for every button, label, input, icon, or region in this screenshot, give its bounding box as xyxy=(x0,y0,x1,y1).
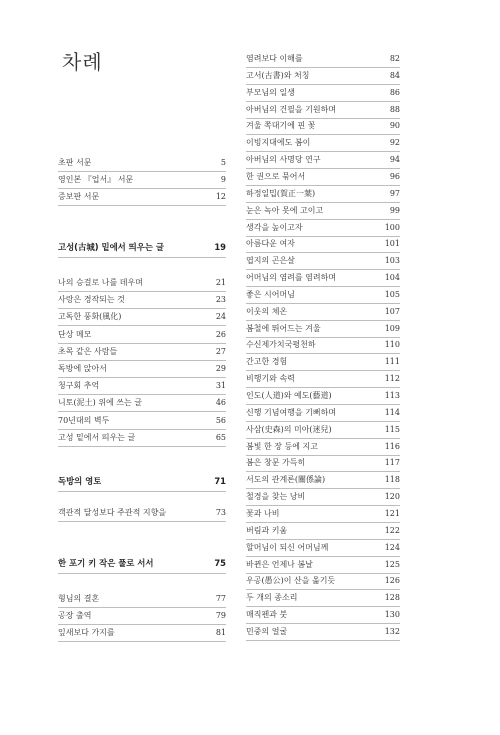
page-number: 26 xyxy=(215,329,226,339)
section-divider xyxy=(58,325,226,326)
entry-title: 단상 메모 xyxy=(58,329,92,339)
entry-title: 나의 승걸로 나를 데우며 xyxy=(58,278,143,287)
page-number: 132 xyxy=(384,626,400,636)
section-divider xyxy=(246,353,400,354)
toc-entry xyxy=(58,156,226,170)
toc-entry xyxy=(246,338,400,352)
toc-entry xyxy=(246,558,400,572)
page-number: 115 xyxy=(384,424,400,434)
page-number: 99 xyxy=(389,205,400,215)
section-divider xyxy=(58,411,226,412)
entry-title: 70년대의 벽두 xyxy=(58,415,110,425)
page-number: 121 xyxy=(384,508,400,518)
entry-title: 눈은 녹아 못에 고이고 xyxy=(246,205,324,215)
page-number: 111 xyxy=(384,357,400,367)
section-divider xyxy=(246,471,400,472)
section-divider xyxy=(58,205,226,206)
entry-title: 생각을 높이고자 xyxy=(246,222,303,232)
section-divider xyxy=(246,387,400,388)
entry-title: 바뀐은 언제나 봄날 xyxy=(246,559,313,569)
entry-title: 비행기와 속력 xyxy=(246,374,295,384)
page-number: 100 xyxy=(384,222,400,232)
section-divider xyxy=(58,573,226,574)
toc-entry xyxy=(246,406,400,420)
page-number: 79 xyxy=(215,611,226,621)
page-number: 114 xyxy=(384,407,400,417)
entry-title: 사랑은 경작되는 것 xyxy=(58,295,125,305)
section-divider xyxy=(246,236,400,237)
entry-title: 어머님의 염려를 염려하며 xyxy=(246,273,337,283)
section-divider xyxy=(246,404,400,405)
toc-entry xyxy=(58,276,226,290)
toc-entry xyxy=(246,490,400,504)
page-number: 116 xyxy=(384,441,400,451)
section-divider xyxy=(246,134,400,135)
entry-title: 두 개의 종소리 xyxy=(246,593,298,603)
entry-title: 고독한 풍화(風化) xyxy=(58,312,122,322)
toc-entry xyxy=(246,170,400,184)
section-divider xyxy=(58,446,226,447)
page-number: 126 xyxy=(384,576,400,586)
section-divider xyxy=(58,308,226,309)
page-number: 97 xyxy=(389,188,400,198)
entry-title: 버림과 키움 xyxy=(246,525,288,535)
toc-entry xyxy=(246,221,400,235)
entry-title: 봄은 창문 가득히 xyxy=(246,458,306,468)
entry-title: 청구회 추억 xyxy=(58,381,100,391)
entry-title: 형님의 결혼 xyxy=(58,594,100,603)
section-divider xyxy=(58,394,226,395)
page-number: 12 xyxy=(215,192,226,202)
page-number: 86 xyxy=(389,87,400,97)
section-divider xyxy=(246,370,400,371)
section-title: 독방의 영토 xyxy=(58,476,102,486)
toc-section-heading xyxy=(58,474,226,488)
toc-entry xyxy=(246,591,400,605)
entry-title: 할머님이 되신 어머님께 xyxy=(246,542,329,552)
entry-title: 한 권으로 묶어서 xyxy=(246,171,306,181)
toc-entry xyxy=(246,136,400,150)
section-divider xyxy=(58,360,226,361)
page-number: 81 xyxy=(215,628,226,638)
section-divider xyxy=(246,151,400,152)
section-divider xyxy=(246,539,400,540)
entry-title: 염려보다 이해를 xyxy=(246,54,303,63)
section-divider xyxy=(246,438,400,439)
toc-entry xyxy=(246,456,400,470)
toc-entry xyxy=(246,187,400,201)
entry-title: 아버님의 사명당 연구 xyxy=(246,155,321,165)
entry-title: 신행 기념여행을 기뻐하며 xyxy=(246,407,337,417)
toc-entry xyxy=(58,310,226,324)
page-number: 5 xyxy=(220,158,226,167)
section-divider xyxy=(58,641,226,642)
entry-title: 봄빛 한 장 등에 지고 xyxy=(246,441,318,451)
section-divider xyxy=(246,320,400,321)
entry-title: 우공(愚公)이 산을 옮기듯 xyxy=(246,576,336,586)
page-number: 82 xyxy=(389,54,400,63)
section-divider xyxy=(246,269,400,270)
section-divider xyxy=(246,303,400,304)
section-divider xyxy=(246,118,400,119)
page-number: 77 xyxy=(215,594,226,603)
entry-title: 좋은 시어머님 xyxy=(246,289,295,299)
section-divider xyxy=(246,556,400,557)
page-number: 27 xyxy=(215,346,226,356)
entry-title: 독방에 앉아서 xyxy=(58,364,107,373)
section-divider xyxy=(246,202,400,203)
entry-title: 간고한 경험 xyxy=(246,357,288,367)
section-divider xyxy=(58,188,226,189)
section-divider xyxy=(58,607,226,608)
section-divider xyxy=(246,606,400,607)
page-number: 23 xyxy=(215,295,226,305)
entry-title: 철경을 찾는 낭비 xyxy=(246,492,306,502)
entry-title: 초목 같은 사람들 xyxy=(58,346,118,356)
toc-entry xyxy=(246,288,400,302)
section-divider xyxy=(58,171,226,172)
page-number: 9 xyxy=(220,175,226,185)
entry-title: 잎새보다 가지를 xyxy=(58,628,115,638)
page-number: 120 xyxy=(384,492,400,502)
page-number: 104 xyxy=(384,273,400,283)
section-divider xyxy=(58,429,226,430)
toc-entry xyxy=(246,355,400,369)
section-divider xyxy=(246,101,400,102)
section-divider xyxy=(246,522,400,523)
toc-entry xyxy=(58,362,226,376)
toc-entry xyxy=(246,625,400,639)
toc-entry xyxy=(58,379,226,393)
toc-entry xyxy=(246,541,400,555)
entry-title: 영인본 『업서』 서문 xyxy=(58,175,134,185)
page-number: 24 xyxy=(215,312,226,322)
entry-title: 객관적 달성보다 주관적 지향을 xyxy=(58,508,167,517)
toc-entry xyxy=(246,423,400,437)
page-number: 107 xyxy=(384,306,400,316)
page-number: 109 xyxy=(384,323,400,333)
section-divider xyxy=(246,286,400,287)
section-divider xyxy=(246,623,400,624)
section-divider xyxy=(246,421,400,422)
toc-entry xyxy=(246,524,400,538)
page-number: 103 xyxy=(384,256,400,266)
section-divider xyxy=(58,521,226,522)
section-divider xyxy=(246,252,400,253)
toc-entry xyxy=(58,592,226,606)
toc-entry xyxy=(246,86,400,100)
page-number: 101 xyxy=(384,239,400,249)
page-number: 112 xyxy=(384,374,400,384)
entry-title: 부모님의 일생 xyxy=(246,87,295,97)
page-title: 차례 xyxy=(62,50,103,74)
page-number: 128 xyxy=(384,593,400,603)
toc-entry xyxy=(246,372,400,386)
toc-entry xyxy=(58,173,226,187)
section-title: 고성(古城) 밑에서 띄우는 글 xyxy=(58,242,164,252)
page-number: 31 xyxy=(215,381,226,391)
toc-entry xyxy=(58,414,226,428)
page-number: 113 xyxy=(384,391,400,400)
section-divider xyxy=(58,257,226,258)
page-number: 124 xyxy=(384,542,400,552)
toc-entry xyxy=(246,440,400,454)
section-divider xyxy=(246,573,400,574)
section-divider xyxy=(246,84,400,85)
page-number: 75 xyxy=(214,558,226,568)
page-number: 110 xyxy=(384,340,400,350)
toc-entry xyxy=(246,119,400,133)
toc-entry xyxy=(246,473,400,487)
toc-entry xyxy=(246,574,400,588)
entry-title: 민중의 얼굴 xyxy=(246,626,288,636)
toc-entry xyxy=(246,271,400,285)
section-divider xyxy=(58,291,226,292)
toc-entry xyxy=(246,69,400,83)
toc-entry xyxy=(246,507,400,521)
page-number: 56 xyxy=(215,415,226,425)
page-number: 94 xyxy=(389,155,400,165)
section-divider xyxy=(246,589,400,590)
toc-entry xyxy=(58,328,226,342)
toc-section-heading xyxy=(58,556,226,570)
section-divider xyxy=(246,67,400,68)
toc-entry xyxy=(246,237,400,251)
toc-entry xyxy=(58,506,226,520)
page-number: 19 xyxy=(214,242,226,252)
toc-entry xyxy=(58,345,226,359)
page-number: 105 xyxy=(384,289,400,299)
page-number: 118 xyxy=(384,475,400,485)
page-number: 130 xyxy=(384,610,400,620)
entry-title: 이빙지대에도 봄이 xyxy=(246,138,311,148)
toc-entry xyxy=(58,190,226,204)
page-number: 84 xyxy=(389,70,400,80)
toc-entry xyxy=(246,52,400,66)
toc-entry xyxy=(246,153,400,167)
toc-entry xyxy=(58,293,226,307)
entry-title: 니토(泥土) 위에 쓰는 글 xyxy=(58,398,142,408)
page-number: 117 xyxy=(384,458,400,468)
page-number: 125 xyxy=(384,559,400,569)
page-number: 46 xyxy=(215,398,226,408)
page-number: 21 xyxy=(215,278,226,287)
toc-entry xyxy=(58,609,226,623)
section-divider xyxy=(58,624,226,625)
entry-title: 공장 출역 xyxy=(58,611,92,621)
section-divider xyxy=(246,219,400,220)
entry-title: 인도(人道)와 예도(藝道) xyxy=(246,391,332,400)
toc-entry xyxy=(58,396,226,410)
toc-entry xyxy=(246,103,400,117)
entry-title: 서도의 관계론(關係論) xyxy=(246,475,326,485)
entry-title: 사삼(史森)의 미아(迷兒) xyxy=(246,424,332,434)
page-number: 122 xyxy=(384,525,400,535)
section-divider xyxy=(246,505,400,506)
section-divider xyxy=(246,185,400,186)
toc-section-heading xyxy=(58,240,226,254)
entry-title: 하정일밉(賀正一葉) xyxy=(246,188,316,198)
page-number: 29 xyxy=(215,364,226,373)
entry-title: 겨울 쪽대기에 핀 꽃 xyxy=(246,121,316,131)
section-divider xyxy=(246,640,400,641)
section-divider xyxy=(246,337,400,338)
entry-title: 이웃의 체온 xyxy=(246,306,288,316)
toc-entry xyxy=(246,305,400,319)
page-number: 92 xyxy=(389,138,400,148)
toc-entry xyxy=(246,608,400,622)
page-number: 73 xyxy=(215,508,226,517)
page-number: 65 xyxy=(215,432,226,442)
entry-title: 봄철에 뛰어드는 겨울 xyxy=(246,323,321,333)
section-divider xyxy=(58,377,226,378)
page-number: 71 xyxy=(214,476,226,486)
entry-title: 초판 서문 xyxy=(58,158,92,167)
toc-entry xyxy=(58,431,226,445)
entry-title: 고서(古書)와 처칭 xyxy=(246,70,310,80)
entry-title: 고성 밑에서 띄우는 글 xyxy=(58,432,136,442)
section-divider xyxy=(58,343,226,344)
section-divider xyxy=(246,488,400,489)
entry-title: 아버님의 건필을 기원하며 xyxy=(246,104,337,114)
entry-title: 아름다운 여자 xyxy=(246,239,295,249)
toc-entry xyxy=(58,626,226,640)
section-divider xyxy=(58,491,226,492)
section-title: 한 포기 키 작은 풀로 서서 xyxy=(58,558,154,568)
toc-entry xyxy=(246,254,400,268)
entry-title: 엽지의 곤은살 xyxy=(246,256,295,266)
page-number: 88 xyxy=(389,104,400,114)
toc-entry xyxy=(246,322,400,336)
toc-entry xyxy=(246,389,400,403)
entry-title: 수신제가치국평천하 xyxy=(246,340,316,350)
page-number: 96 xyxy=(389,171,400,181)
entry-title: 증보판 서문 xyxy=(58,192,100,202)
entry-title: 매직펜과 붓 xyxy=(246,610,288,620)
entry-title: 꽃과 나비 xyxy=(246,508,280,518)
section-divider xyxy=(246,168,400,169)
section-divider xyxy=(246,455,400,456)
toc-entry xyxy=(246,204,400,218)
page-number: 90 xyxy=(389,121,400,131)
